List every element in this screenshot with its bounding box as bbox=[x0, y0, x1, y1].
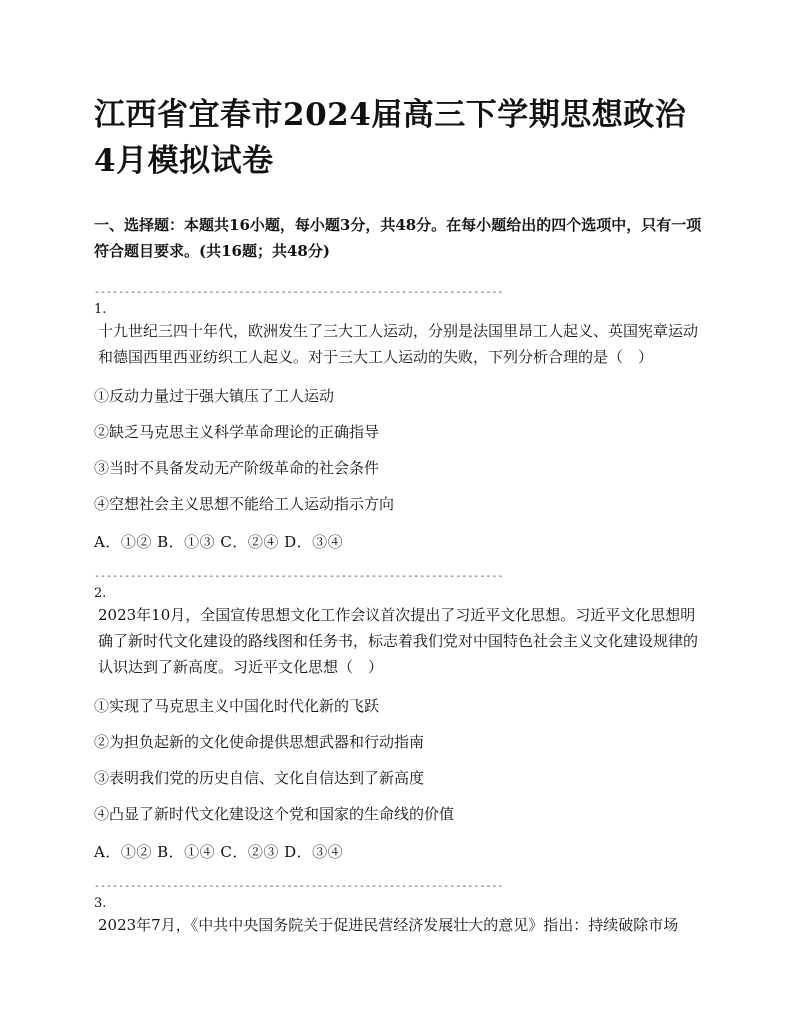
option-item: ①实现了马克思主义中国化时代化新的飞跃 bbox=[94, 697, 380, 715]
divider-line: -------------------------------------------------------------------- bbox=[94, 571, 504, 582]
option-item: ②为担负起新的文化使命提供思想武器和行动指南 bbox=[94, 733, 425, 751]
option-item: ④凸显了新时代文化建设这个党和国家的生命线的价值 bbox=[94, 805, 455, 823]
option-item: ①反动力量过于强大镇压了工人运动 bbox=[94, 387, 335, 405]
option-item: ③当时不具备发动无产阶级革命的社会条件 bbox=[94, 459, 380, 477]
divider-line: -------------------------------------------------------------------- bbox=[94, 287, 504, 298]
section-heading: 一、选择题：本题共16小题，每小题3分，共48分。在每小题给出的四个选项中，只有一项符合题目要求。(共16题；共48分) bbox=[94, 216, 702, 260]
question-stem: 2023年10月，全国宣传思想文化工作会议首次提出了习近平文化思想。习近平文化思想明确了新时代文化建设的路线图和任务书，标志着我们党对中国特色社会主义文化建设规律的认识达到了新高度。习近平文化思想（ ） bbox=[98, 606, 699, 676]
question-3 bbox=[94, 880, 704, 938]
question-number: 2. bbox=[94, 586, 107, 601]
option-item: ④空想社会主义思想不能给工人运动指示方向 bbox=[94, 495, 395, 513]
question-1 bbox=[94, 286, 704, 552]
question-stem: 2023年7月，《中共中央国务院关于促进民营经济发展壮大的意见》指出：持续破除市场 bbox=[98, 916, 679, 934]
question-2 bbox=[94, 570, 704, 862]
option-item: ②缺乏马克思主义科学革命理论的正确指导 bbox=[94, 423, 380, 441]
divider-line: -------------------------------------------------------------------- bbox=[94, 881, 504, 892]
answer-choices: A．①② B．①③ C．②④ D．③④ bbox=[94, 533, 344, 551]
document-title: 江西省宜春市2024届高三下学期思想政治4月模拟试卷 bbox=[94, 97, 687, 179]
question-number: 1. bbox=[94, 302, 107, 317]
question-number: 3. bbox=[94, 896, 107, 911]
answer-choices: A．①② B．①④ C．②③ D．③④ bbox=[94, 843, 344, 861]
option-item: ③表明我们党的历史自信、文化自信达到了新高度 bbox=[94, 769, 425, 787]
question-stem: 十九世纪三四十年代，欧洲发生了三大工人运动，分别是法国里昂工人起义、英国宪章运动和德国西里西亚纺织工人起义。对于三大工人运动的失败，下列分析合理的是（ ） bbox=[98, 322, 699, 366]
document-page bbox=[94, 92, 704, 938]
